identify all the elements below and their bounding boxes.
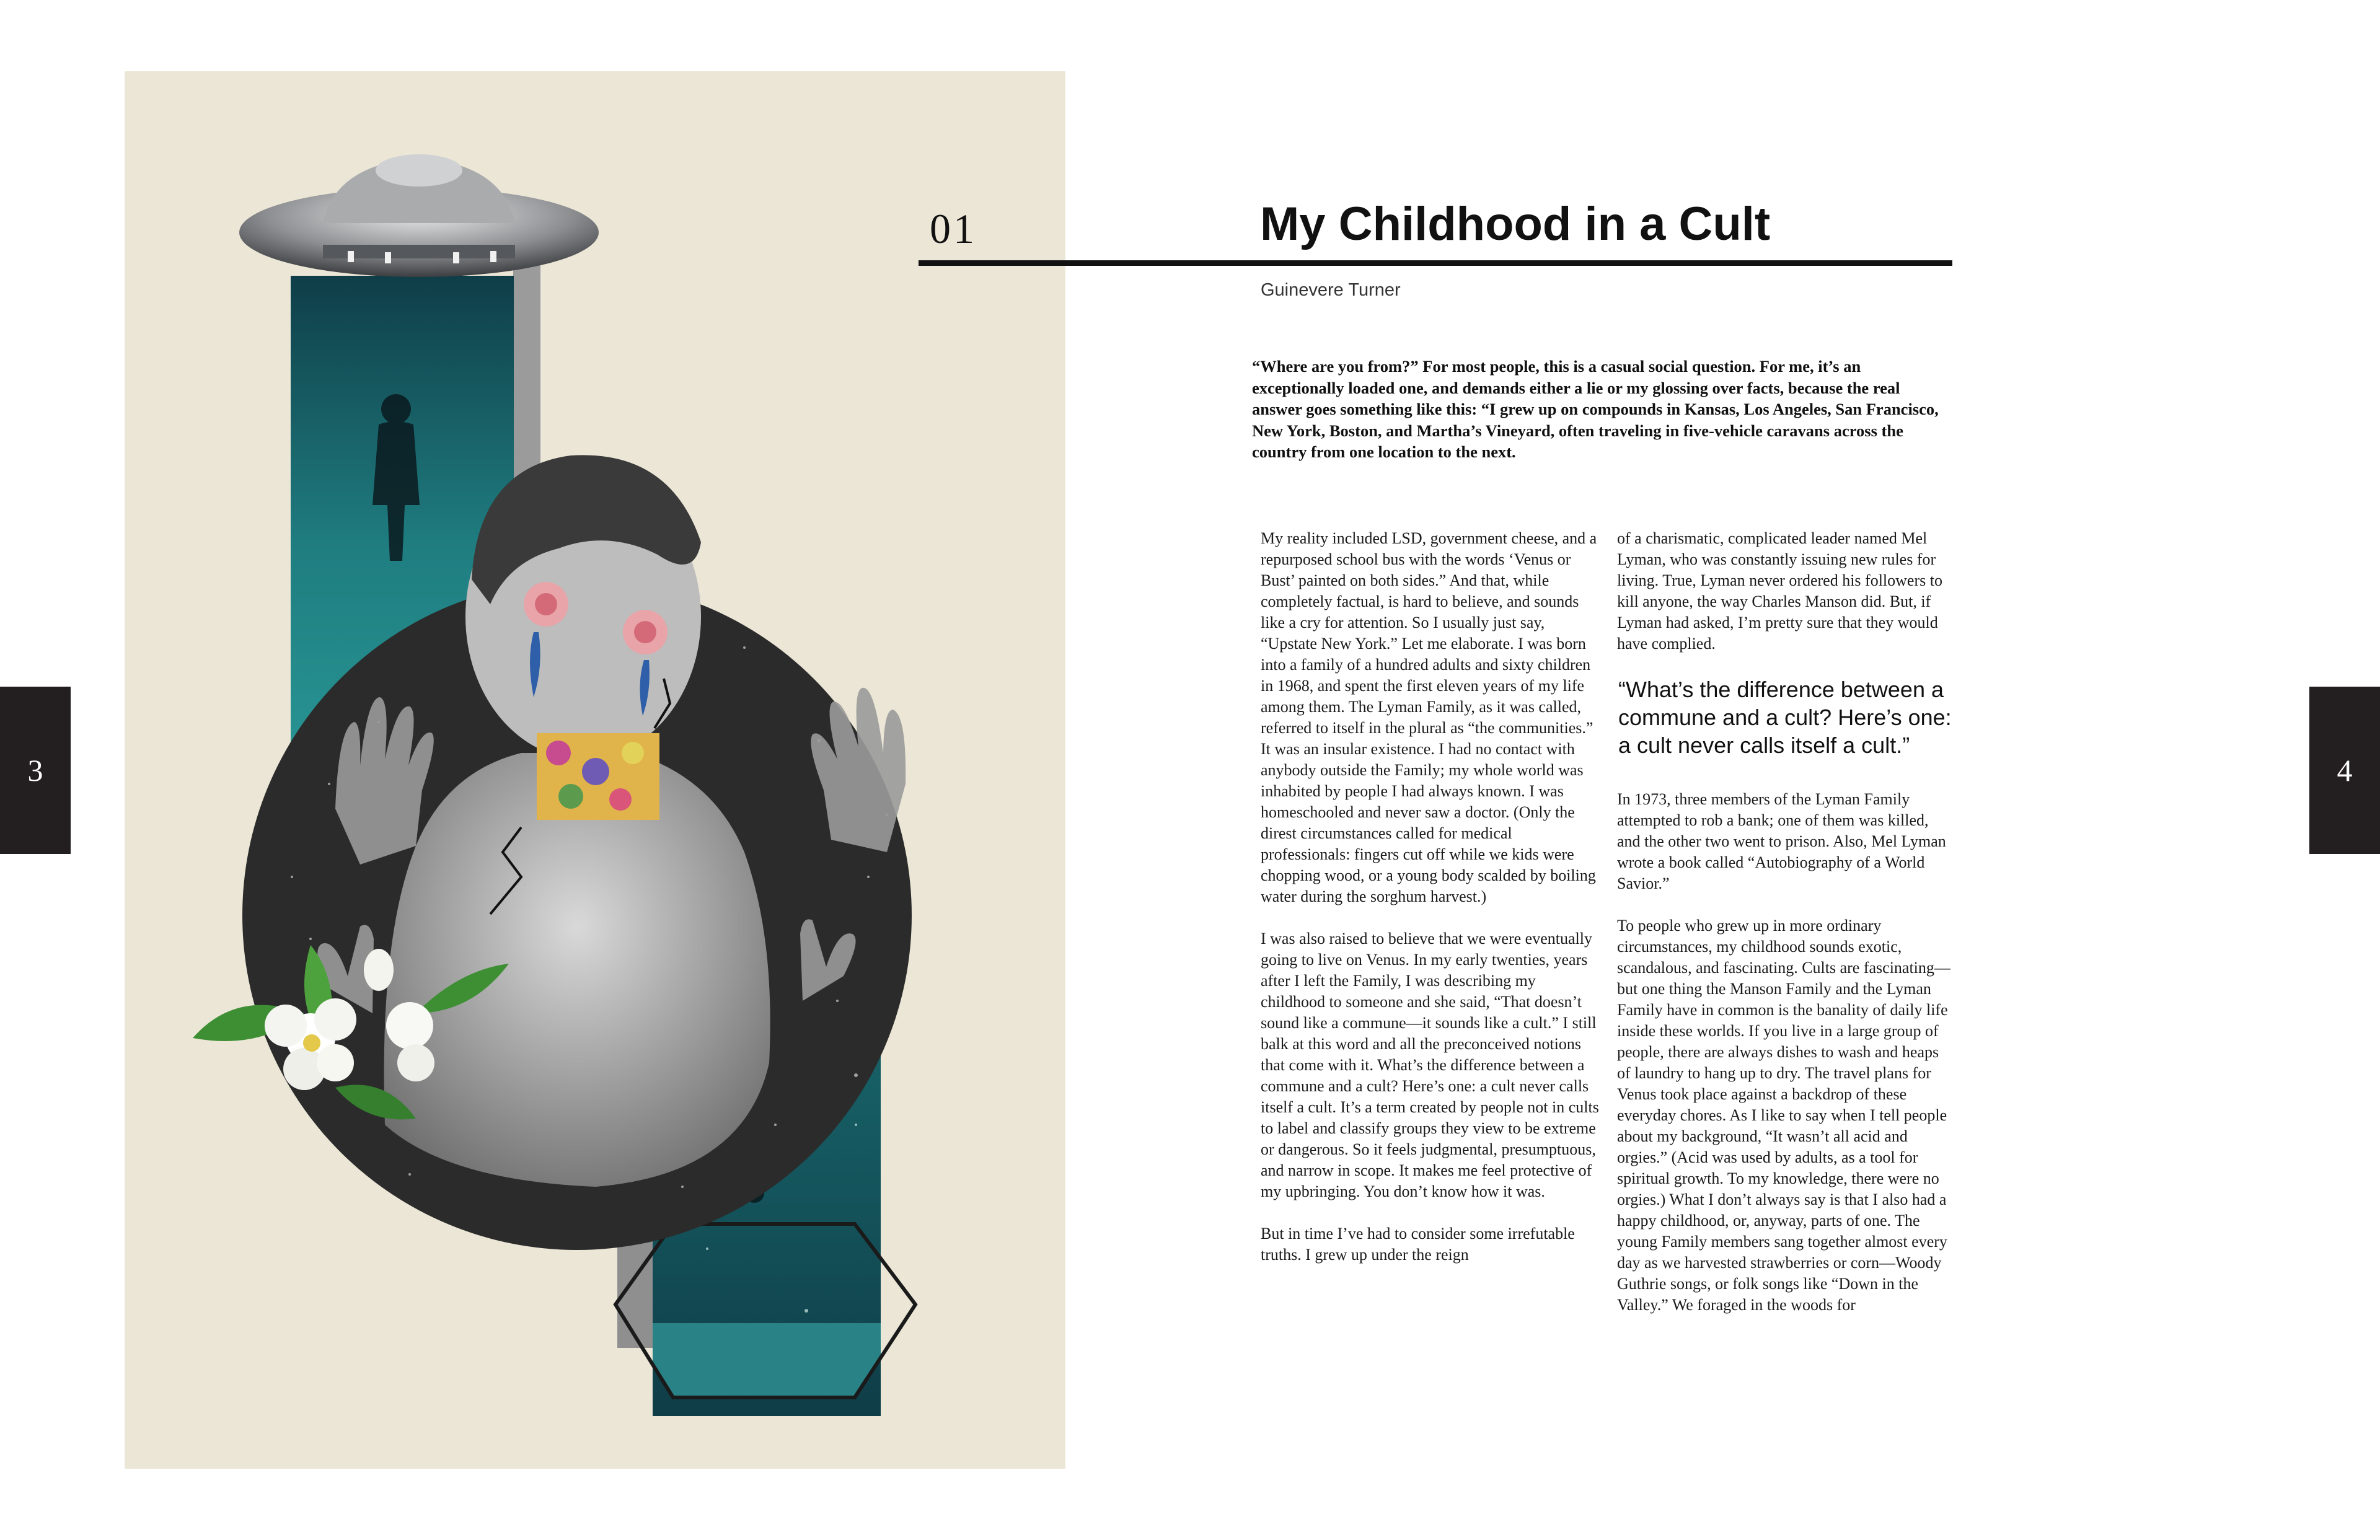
body-paragraph: I was also raised to believe that we were eventually going to live on Venus. In my early twenties, years after I left the Family, I was describing my childhood to someone and she said, “That doesn’t sound like a commune—it sounds like a cult.” I still balk at this word and all the preconceived notions that come with it. What’s the difference between a commune and a cult? Here’s one: a cult never calls itself a cult. It’s a term created by people not in cults to label and classify groups they view to be extreme or dangerous. So it feels judgmental, presumptuous, and narrow in scope. It makes me feel protective of my upbringing. You don’t know how it was. bbox=[1261, 930, 1599, 1200]
lede-paragraph: “Where are you from?” For most people, this is a casual social question. For me, it’s an exceptionally loaded one, and demands either a lie or my glossing over facts, because the real answer goes something like this: “I grew up on compounds in Kansas, Los Angeles, San Francisco, New York, Boston, and Martha’s Vineyard, often traveling in five-vehicle caravans across the country from one location to the next. bbox=[1252, 357, 1939, 461]
title-rule bbox=[919, 260, 1952, 266]
page-number-left: 3 bbox=[0, 687, 71, 854]
page-number-right: 4 bbox=[2309, 687, 2380, 854]
article-title: My Childhood in a Cult bbox=[1260, 198, 1771, 250]
chapter-number: 01 bbox=[930, 205, 977, 252]
body-paragraph: To people who grew up in more ordinary circumstances, my childhood sounds exotic, scandalous, and fascinating. Cults are fascinating—but one thing the Manson Family and the Lyman Family have in common is the banality of daily life inside these worlds. If you live in a large group of people, there are always dishes to wash and heaps of laundry to hang up to dry. The travel plans for Venus took place against a backdrop of these everyday chores. As I like to say when I tell people about my background, “It wasn’t all acid and orgies.” (Acid was used by adults, as a tool for spiritual growth. To my knowledge, there were no orgies.) What I don’t always say is that I also had a happy childhood, or, anyway, parts of one. The young Family members sang together almost every day as we harvested strawberries or corn—Woody Guthrie songs, or folk songs like “Down in the Valley.” We foraged in the woods for bbox=[1617, 917, 1950, 1314]
body-paragraph: In 1973, three members of the Lyman Family attempted to rob a bank; one of them was killed, and the other two went to prison. Also, Mel Lyman wrote a book called “Autobiography of a World Savior.” bbox=[1617, 790, 1946, 892]
pull-quote: “What’s the difference between a commune and a cult? Here’s one: a cult never calls itself a cult.” bbox=[1618, 677, 1952, 758]
body-paragraph: But in time I’ve had to consider some irrefutable truths. I grew up under the reign bbox=[1261, 1225, 1575, 1264]
body-column-right bbox=[1617, 528, 1955, 1337]
collage-illustration bbox=[125, 71, 1065, 1469]
author-byline: Guinevere Turner bbox=[1261, 280, 1401, 300]
collage-artwork bbox=[125, 71, 1065, 1469]
body-paragraph: My reality included LSD, government cheese, and a repurposed school bus with the words ‘Venus or Bust’ painted on both sides.” And that, while completely factual, is hard to believe, and sounds like a cry for attention. So I usually just say, “Upstate New York.” Let me elaborate. I was born into a family of a hundred adults and sixty children in 1968, and spent the first eleven years of my life among them. The Lyman Family, as it was called, referred to itself in the plural as “the communities.” It was an insular existence. I had no contact with anybody outside the Family; my whole world was inhabited by people I had always known. I was homeschooled and never saw a doctor. (Only the direst circumstances called for medical professionals: fingers cut off while we kids were chopping wood, or a young body scalded by boiling water during the sorghum harvest.) bbox=[1261, 529, 1597, 905]
body-paragraph: of a charismatic, complicated leader named Mel Lyman, who was constantly issuing new rules for living. True, Lyman never ordered his followers to kill anyone, the way Charles Manson did. But, if Lyman had asked, I’m pretty sure that they would have complied. bbox=[1617, 529, 1942, 653]
ufo bbox=[239, 154, 599, 277]
body-column-left bbox=[1261, 528, 1602, 1287]
